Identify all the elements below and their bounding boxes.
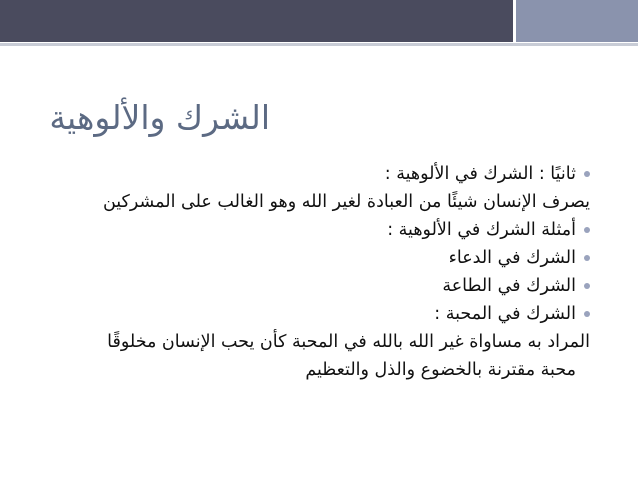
- list-item-text: الشرك في الدعاء: [448, 248, 576, 268]
- paragraph-text: يصرف الإنسان شيئًا من العبادة لغير الله وهو الغالب على المشركين: [102, 192, 590, 212]
- header-divider: [0, 43, 638, 46]
- list-item: [50, 244, 590, 272]
- paragraph-text: المراد به مساواة غير الله بالله في المحبة كأن يحب الإنسان مخلوقًا: [107, 332, 590, 352]
- slide-body: [50, 160, 590, 384]
- list-item: [50, 272, 590, 300]
- list-item-text: أمثلة الشرك في الألوهية :: [387, 220, 576, 240]
- paragraph-line: [50, 328, 590, 356]
- list-item: [50, 160, 590, 188]
- paragraph-line: [50, 188, 590, 216]
- list-item-text: الشرك في الطاعة: [442, 276, 576, 296]
- paragraph-line: [50, 356, 590, 384]
- list-item-text: الشرك في المحبة :: [434, 304, 576, 324]
- bullet-icon: [584, 171, 590, 177]
- bullet-icon: [584, 283, 590, 289]
- bullet-icon: [584, 311, 590, 317]
- bullet-icon: [584, 255, 590, 261]
- header-accent-block: [513, 0, 638, 42]
- list-item: [50, 216, 590, 244]
- paragraph-text: محبة مقترنة بالخضوع والذل والتعظيم: [305, 360, 576, 380]
- list-item: [50, 300, 590, 328]
- bullet-icon: [584, 227, 590, 233]
- list-item-text: ثانيًا : الشرك في الألوهية :: [384, 164, 576, 184]
- slide-title: الشرك والألوهية: [49, 98, 270, 137]
